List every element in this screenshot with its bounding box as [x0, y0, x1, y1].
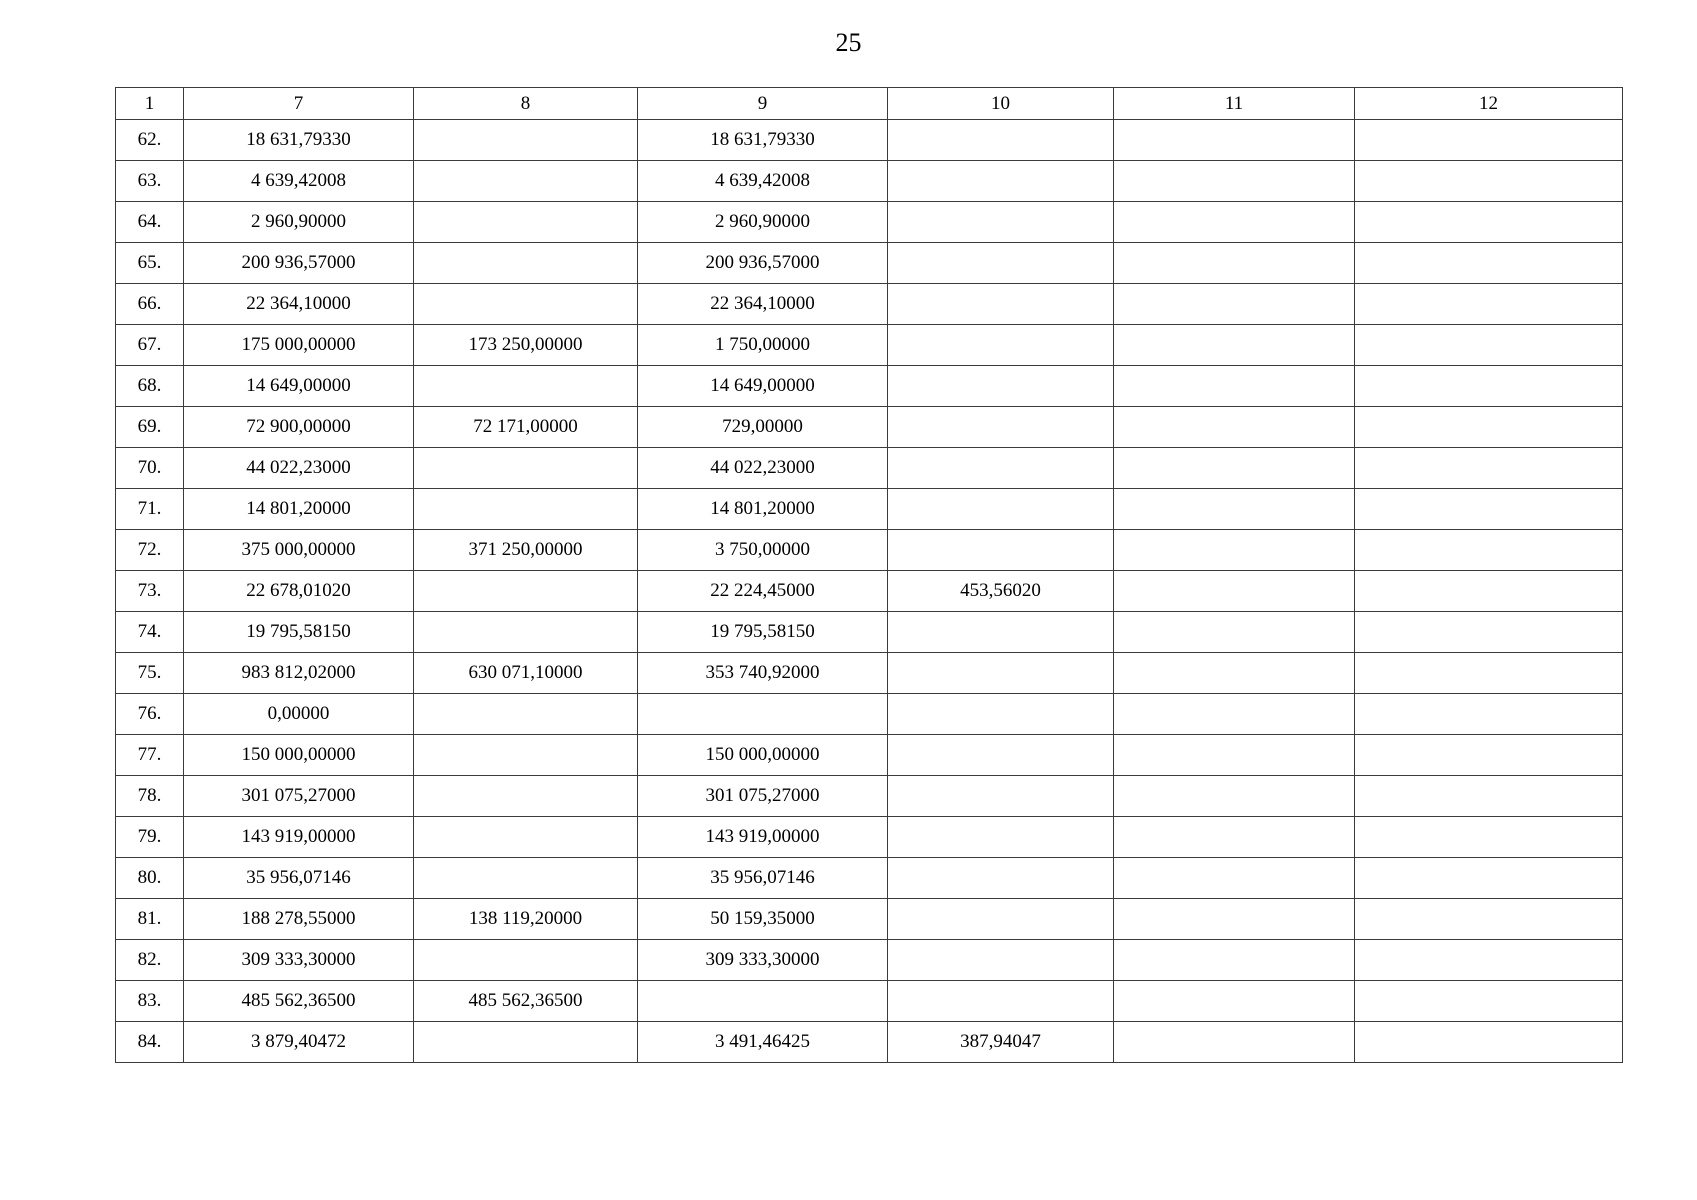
table-row [116, 1022, 1623, 1063]
row-number-cell: 71. [116, 489, 184, 530]
table-cell: 150 000,00000 [638, 735, 888, 776]
table-cell [888, 202, 1114, 243]
column-header: 11 [1114, 88, 1355, 120]
table-cell [1114, 817, 1355, 858]
table-cell [414, 940, 638, 981]
table-cell [414, 120, 638, 161]
table-cell: 983 812,02000 [184, 653, 414, 694]
table-cell [1114, 161, 1355, 202]
table-cell: 44 022,23000 [184, 448, 414, 489]
table-cell: 14 649,00000 [184, 366, 414, 407]
table-row [116, 735, 1623, 776]
table-cell: 138 119,20000 [414, 899, 638, 940]
row-number-cell: 84. [116, 1022, 184, 1063]
table-cell [1355, 653, 1623, 694]
table-cell [1114, 694, 1355, 735]
row-number-cell: 66. [116, 284, 184, 325]
table-cell: 22 678,01020 [184, 571, 414, 612]
table-row [116, 161, 1623, 202]
table-cell [414, 284, 638, 325]
table-cell: 729,00000 [638, 407, 888, 448]
table-cell: 72 171,00000 [414, 407, 638, 448]
table-body [116, 120, 1623, 1063]
table-cell [1114, 530, 1355, 571]
table-cell [888, 366, 1114, 407]
table-row [116, 694, 1623, 735]
table-cell [414, 1022, 638, 1063]
table-cell [1114, 899, 1355, 940]
table-cell [1355, 448, 1623, 489]
table-cell [888, 776, 1114, 817]
table-cell: 387,94047 [888, 1022, 1114, 1063]
table-cell: 0,00000 [184, 694, 414, 735]
table-cell [414, 694, 638, 735]
table-cell: 22 224,45000 [638, 571, 888, 612]
table-cell [1114, 325, 1355, 366]
column-header: 1 [116, 88, 184, 120]
table-cell: 72 900,00000 [184, 407, 414, 448]
table-cell [1114, 776, 1355, 817]
row-number-cell: 69. [116, 407, 184, 448]
table-cell [414, 448, 638, 489]
table-cell [1114, 407, 1355, 448]
table-cell: 301 075,27000 [638, 776, 888, 817]
table-row [116, 899, 1623, 940]
table-cell [888, 530, 1114, 571]
table-cell [414, 243, 638, 284]
row-number-cell: 70. [116, 448, 184, 489]
table-cell [1114, 366, 1355, 407]
table-cell [888, 489, 1114, 530]
table-row [116, 817, 1623, 858]
table-cell: 3 879,40472 [184, 1022, 414, 1063]
table-cell: 2 960,90000 [184, 202, 414, 243]
table-cell: 18 631,79330 [638, 120, 888, 161]
row-number-cell: 72. [116, 530, 184, 571]
table-cell [1355, 571, 1623, 612]
column-header: 10 [888, 88, 1114, 120]
table-cell: 453,56020 [888, 571, 1114, 612]
row-number-cell: 81. [116, 899, 184, 940]
table-cell [1355, 407, 1623, 448]
table-row [116, 120, 1623, 161]
row-number-cell: 68. [116, 366, 184, 407]
table-cell [1114, 448, 1355, 489]
table-cell [888, 243, 1114, 284]
table-row [116, 243, 1623, 284]
table-cell [888, 653, 1114, 694]
table-cell: 301 075,27000 [184, 776, 414, 817]
table-cell: 143 919,00000 [638, 817, 888, 858]
table-cell [414, 858, 638, 899]
table-cell: 3 491,46425 [638, 1022, 888, 1063]
table-row [116, 653, 1623, 694]
row-number-cell: 76. [116, 694, 184, 735]
table-cell: 173 250,00000 [414, 325, 638, 366]
table-cell [1114, 243, 1355, 284]
table-cell: 3 750,00000 [638, 530, 888, 571]
table-cell [888, 407, 1114, 448]
table-cell [1355, 940, 1623, 981]
table-cell [1114, 653, 1355, 694]
table-cell [1114, 202, 1355, 243]
table-cell [1355, 284, 1623, 325]
table-cell: 35 956,07146 [638, 858, 888, 899]
data-table [115, 87, 1623, 1063]
table-cell: 18 631,79330 [184, 120, 414, 161]
table-cell [888, 899, 1114, 940]
table-cell [1114, 489, 1355, 530]
table-row [116, 858, 1623, 899]
table-cell: 14 649,00000 [638, 366, 888, 407]
table-row [116, 530, 1623, 571]
table-cell: 143 919,00000 [184, 817, 414, 858]
table-cell [1355, 161, 1623, 202]
table-cell: 485 562,36500 [414, 981, 638, 1022]
table-cell: 14 801,20000 [184, 489, 414, 530]
table-cell [1114, 940, 1355, 981]
column-header: 12 [1355, 88, 1623, 120]
table-cell: 309 333,30000 [184, 940, 414, 981]
table-cell [1114, 612, 1355, 653]
table-cell: 375 000,00000 [184, 530, 414, 571]
table-cell: 50 159,35000 [638, 899, 888, 940]
table-cell [1355, 325, 1623, 366]
table-cell [1114, 284, 1355, 325]
table-cell [1355, 899, 1623, 940]
table-cell [414, 489, 638, 530]
table-cell [1114, 858, 1355, 899]
table-cell: 309 333,30000 [638, 940, 888, 981]
row-number-cell: 74. [116, 612, 184, 653]
table-cell [414, 571, 638, 612]
row-number-cell: 62. [116, 120, 184, 161]
row-number-cell: 80. [116, 858, 184, 899]
table-row [116, 940, 1623, 981]
table-row [116, 366, 1623, 407]
table-cell: 19 795,58150 [184, 612, 414, 653]
page-number: 25 [835, 28, 862, 57]
table-row [116, 489, 1623, 530]
row-number-cell: 73. [116, 571, 184, 612]
row-number-cell: 75. [116, 653, 184, 694]
table-cell: 630 071,10000 [414, 653, 638, 694]
table-cell [414, 817, 638, 858]
table-cell [1355, 776, 1623, 817]
table-cell: 19 795,58150 [638, 612, 888, 653]
table-cell [1355, 202, 1623, 243]
table-cell [638, 981, 888, 1022]
table-cell: 4 639,42008 [638, 161, 888, 202]
table-cell [1355, 612, 1623, 653]
table-cell [888, 694, 1114, 735]
row-number-cell: 65. [116, 243, 184, 284]
table-cell: 22 364,10000 [184, 284, 414, 325]
table-cell [1355, 981, 1623, 1022]
table-cell [1355, 694, 1623, 735]
table-cell [1355, 489, 1623, 530]
table-row [116, 448, 1623, 489]
table-cell [888, 161, 1114, 202]
table-cell [888, 325, 1114, 366]
table-row [116, 407, 1623, 448]
table-cell [888, 612, 1114, 653]
table-row [116, 325, 1623, 366]
table-cell: 44 022,23000 [638, 448, 888, 489]
table-row [116, 612, 1623, 653]
table-row [116, 571, 1623, 612]
table-cell [414, 202, 638, 243]
table-cell [1114, 981, 1355, 1022]
row-number-cell: 82. [116, 940, 184, 981]
row-number-cell: 64. [116, 202, 184, 243]
table-row [116, 776, 1623, 817]
table-cell [414, 366, 638, 407]
table-cell [1355, 243, 1623, 284]
column-header: 8 [414, 88, 638, 120]
table-cell [1355, 366, 1623, 407]
table-cell: 353 740,92000 [638, 653, 888, 694]
table-cell [888, 448, 1114, 489]
table-cell: 14 801,20000 [638, 489, 888, 530]
table-row [116, 981, 1623, 1022]
row-number-cell: 63. [116, 161, 184, 202]
table-cell [1355, 817, 1623, 858]
row-number-cell: 78. [116, 776, 184, 817]
table-cell [1114, 571, 1355, 612]
table-cell [1114, 1022, 1355, 1063]
row-number-cell: 67. [116, 325, 184, 366]
table-cell: 188 278,55000 [184, 899, 414, 940]
row-number-cell: 83. [116, 981, 184, 1022]
row-number-cell: 79. [116, 817, 184, 858]
table-cell [1114, 735, 1355, 776]
table-cell [888, 981, 1114, 1022]
table-cell [638, 694, 888, 735]
table-cell [888, 817, 1114, 858]
table-cell: 4 639,42008 [184, 161, 414, 202]
table-cell: 2 960,90000 [638, 202, 888, 243]
table-cell [414, 776, 638, 817]
table-cell [888, 120, 1114, 161]
table-cell: 35 956,07146 [184, 858, 414, 899]
table-cell [888, 940, 1114, 981]
table-cell [1355, 735, 1623, 776]
table-row [116, 202, 1623, 243]
table-cell: 22 364,10000 [638, 284, 888, 325]
table-cell [414, 161, 638, 202]
table-cell [1355, 530, 1623, 571]
table-cell: 200 936,57000 [184, 243, 414, 284]
column-header: 7 [184, 88, 414, 120]
table-cell: 200 936,57000 [638, 243, 888, 284]
table-cell [888, 735, 1114, 776]
table-cell: 1 750,00000 [638, 325, 888, 366]
table-cell: 485 562,36500 [184, 981, 414, 1022]
table-cell [1355, 1022, 1623, 1063]
table-row [116, 284, 1623, 325]
table-cell: 175 000,00000 [184, 325, 414, 366]
table-cell [414, 612, 638, 653]
table-cell [1355, 120, 1623, 161]
table-cell [888, 284, 1114, 325]
row-number-cell: 77. [116, 735, 184, 776]
table-cell [888, 858, 1114, 899]
table-cell: 150 000,00000 [184, 735, 414, 776]
table-cell: 371 250,00000 [414, 530, 638, 571]
table-cell [414, 735, 638, 776]
column-header: 9 [638, 88, 888, 120]
table-cell [1355, 858, 1623, 899]
table-header-row [116, 88, 1623, 120]
table-cell [1114, 120, 1355, 161]
